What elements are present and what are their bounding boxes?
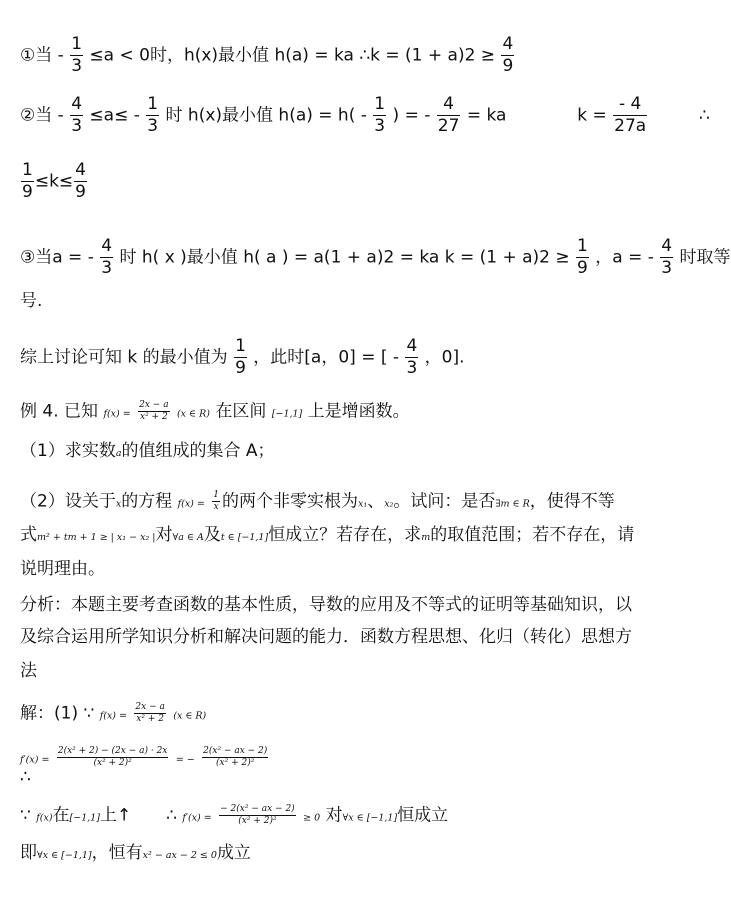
solution-line (20, 702, 206, 728)
frac-den: x (213, 502, 219, 512)
formula-domain: (x ∈ R) (176, 408, 210, 420)
q2-text: 。试问：是否 (393, 491, 496, 512)
example-4-line (20, 400, 410, 426)
frac-num: 1 (213, 490, 220, 500)
variable: x₁ (358, 498, 368, 510)
summary-text: ，0]. (424, 347, 465, 368)
q2-text: 及 (203, 525, 221, 545)
case2-cont-text: ≤k≤ (34, 171, 74, 192)
summary-text: 综上讨论可知 k 的最小值为 (20, 347, 228, 368)
formula-fraction (212, 490, 220, 513)
derivative-lhs: f′(x) = (182, 812, 212, 824)
frac-num: 4 (502, 34, 514, 54)
case3-text: 时 h( x )最小值 h( a ) = a(1 + a)2 = ka k = (1 + a)2 ≥ (119, 247, 570, 268)
interval: [−1,1] (271, 408, 303, 420)
variable: m (421, 532, 431, 543)
q1-text: （1）求实数 (20, 441, 116, 461)
fraction (576, 236, 589, 279)
case2-cont-line (20, 160, 88, 203)
final-text: 成立 (216, 843, 251, 863)
case2-text: ≤a≤ - (89, 105, 140, 126)
derivative-lhs: f′(x) = (20, 754, 50, 766)
fraction (146, 94, 159, 137)
variable: x₂ (384, 498, 394, 510)
frac-num: 1 (147, 94, 159, 114)
final-text: ，恒有 (91, 843, 143, 863)
q2-text: 式 (20, 525, 37, 545)
case2-text: = ka (466, 105, 507, 126)
frac-num: 2x − a (135, 702, 165, 712)
q2-text: （2）设关于 (20, 491, 116, 512)
frac-den: 3 (147, 116, 159, 136)
fraction (234, 336, 247, 379)
frac-den: 9 (75, 182, 86, 202)
frac-den: 27a (614, 116, 647, 136)
case2-tail: ∴ (699, 105, 710, 126)
fraction (613, 94, 647, 137)
question-1-line (20, 440, 275, 465)
frac-num: 1 (577, 236, 588, 256)
frac-num: 2(x² − ax − 2) (203, 746, 268, 756)
fraction (70, 94, 83, 137)
final-text: 即 (20, 843, 37, 863)
increasing-line (20, 804, 448, 830)
fraction-1-3 (70, 34, 83, 77)
case3-cont-line: 号. (20, 291, 43, 311)
case3-line (20, 236, 731, 279)
frac-den: 3 (661, 258, 673, 278)
frac-num: 1 (374, 94, 386, 114)
quantifier: ∀x ∈ [−1,1] (342, 812, 398, 824)
q2-text: 的取值范围；若不存在，请 (430, 525, 635, 545)
solution-label: 解：(1) ∵ (20, 703, 95, 724)
q2-text: ，使得不等 (529, 491, 615, 512)
derivative-fraction (219, 804, 296, 827)
formula-lhs: f(x) = (177, 498, 205, 510)
frac-den: (x² + 2)² (202, 757, 268, 769)
interval: [−1,1] (69, 812, 101, 824)
case1-line (20, 34, 515, 77)
frac-num: 1 (235, 336, 246, 356)
inequality: m² + tm + 1 ≥ | x₁ − x₂ | (37, 532, 156, 543)
frac-den: 9 (502, 56, 514, 76)
frac-num: − 2(x² − ax − 2) (220, 804, 295, 814)
summary-text: ，此时[a，0] = [ - (253, 347, 400, 368)
frac-num: 4 (75, 160, 86, 180)
q2-text: 的两个非零实根为 (222, 491, 359, 512)
example-4-text: 上是增函数。 (307, 401, 410, 422)
fraction (373, 94, 386, 137)
question-2b-line (20, 524, 634, 549)
condition: x² − ax − 2 ≤ 0 (142, 850, 217, 861)
frac-den: 3 (101, 258, 113, 278)
fraction (660, 236, 673, 279)
q2-text: 恒成立？若存在，求 (268, 525, 422, 545)
q2-text: 的方程 (121, 491, 173, 512)
frac-den: x² + 2 (140, 412, 168, 422)
frac-num: 1 (71, 34, 83, 54)
case1-prefix: ①当 - (20, 45, 64, 66)
frac-den: x² + 2 (136, 714, 164, 724)
case3-text: ，a = - (595, 247, 654, 268)
frac-den: 3 (374, 116, 386, 136)
frac-num: 1 (22, 160, 33, 180)
frac-den: 3 (71, 56, 83, 76)
incr-text: 恒成立 (397, 805, 449, 826)
summary-line (20, 336, 465, 379)
frac-num: 4 (661, 236, 673, 256)
frac-den: 3 (406, 358, 418, 378)
analysis-line-2: 及综合运用所学知识分析和解决问题的能力．函数方程思想、化归（转化）思想方 (20, 627, 632, 647)
quantifier: t ∈ [−1,1] (220, 532, 269, 543)
quantifier: ∀a ∈ A (172, 532, 204, 543)
frac-num: 4 (406, 336, 418, 356)
question-2c-line: 说明理由。 (20, 559, 105, 579)
frac-den: 9 (22, 182, 33, 202)
formula-lhs: f(x) = (103, 408, 131, 420)
case2-line (20, 94, 710, 137)
therefore-symbol: ∴ (20, 767, 31, 787)
analysis-line-3: 法 (20, 661, 37, 681)
formula-fraction (138, 400, 169, 423)
fraction (437, 94, 461, 137)
equals: = − (175, 754, 195, 766)
fraction (405, 336, 418, 379)
case2-text: 时 h(x)最小值 h(a) = h( - (165, 105, 367, 126)
frac-den: 27 (437, 116, 460, 136)
incr-text: 对 (325, 805, 343, 826)
formula-lhs: f(x) = (99, 710, 127, 722)
frac-num: - 4 (619, 94, 642, 114)
incr-text: 上↑ (100, 805, 132, 826)
relation: ≥ 0 (303, 812, 321, 824)
case1-text: ≤a < 0时，h(x)最小值 h(a) = ka ∴k = (1 + a)2 ≥ (89, 45, 496, 66)
derivative-fraction (202, 746, 268, 769)
frac-den: (x² + 2)² (57, 757, 169, 769)
fraction-4-9 (501, 34, 514, 77)
case2-prefix: ②当 - (20, 105, 64, 126)
function: f(x) (36, 812, 53, 824)
variable: x (115, 498, 122, 510)
case3-tail: 时取等 (679, 247, 731, 268)
case3-prefix: ③当a = - (20, 247, 94, 268)
case2-text: ) = - (392, 105, 431, 126)
incr-text: 在 (52, 805, 70, 826)
frac-num: 2(x² + 2) − (2x − a) · 2x (57, 746, 168, 756)
fraction (21, 160, 34, 203)
quantifier: ∀x ∈ [−1,1] (37, 850, 92, 861)
frac-den: (x² + 2)² (219, 815, 296, 827)
case2-text: k = (577, 105, 607, 126)
frac-num: 2x − a (139, 400, 169, 410)
formula-domain: (x ∈ R) (173, 710, 207, 722)
frac-num: 4 (71, 94, 83, 114)
q1-text: 的值组成的集合 A； (121, 441, 275, 461)
example-4-text: 在区间 (215, 401, 267, 422)
derivative-fraction (57, 746, 169, 769)
variable: a (115, 448, 122, 459)
question-2-line (20, 490, 615, 516)
formula-fraction (134, 702, 165, 725)
analysis-line-1: 分析：本题主要考查函数的基本性质，导数的应用及不等式的证明等基础知识，以 (20, 595, 632, 615)
frac-den: 9 (577, 258, 588, 278)
final-line (20, 842, 251, 867)
example-4-label: 例 4. 已知 (20, 401, 99, 422)
frac-den: 9 (235, 358, 246, 378)
fraction (74, 160, 87, 203)
frac-num: 4 (101, 236, 113, 256)
frac-num: 4 (443, 94, 454, 114)
fraction (100, 236, 113, 279)
q2-text: 、 (367, 491, 385, 512)
derivative-line (20, 746, 270, 772)
therefore-symbol: ∴ (166, 805, 177, 826)
q2-text: 对 (155, 525, 173, 545)
because-symbol: ∵ (20, 805, 31, 826)
quantifier: ∃m ∈ R (495, 498, 530, 510)
frac-den: 3 (71, 116, 83, 136)
